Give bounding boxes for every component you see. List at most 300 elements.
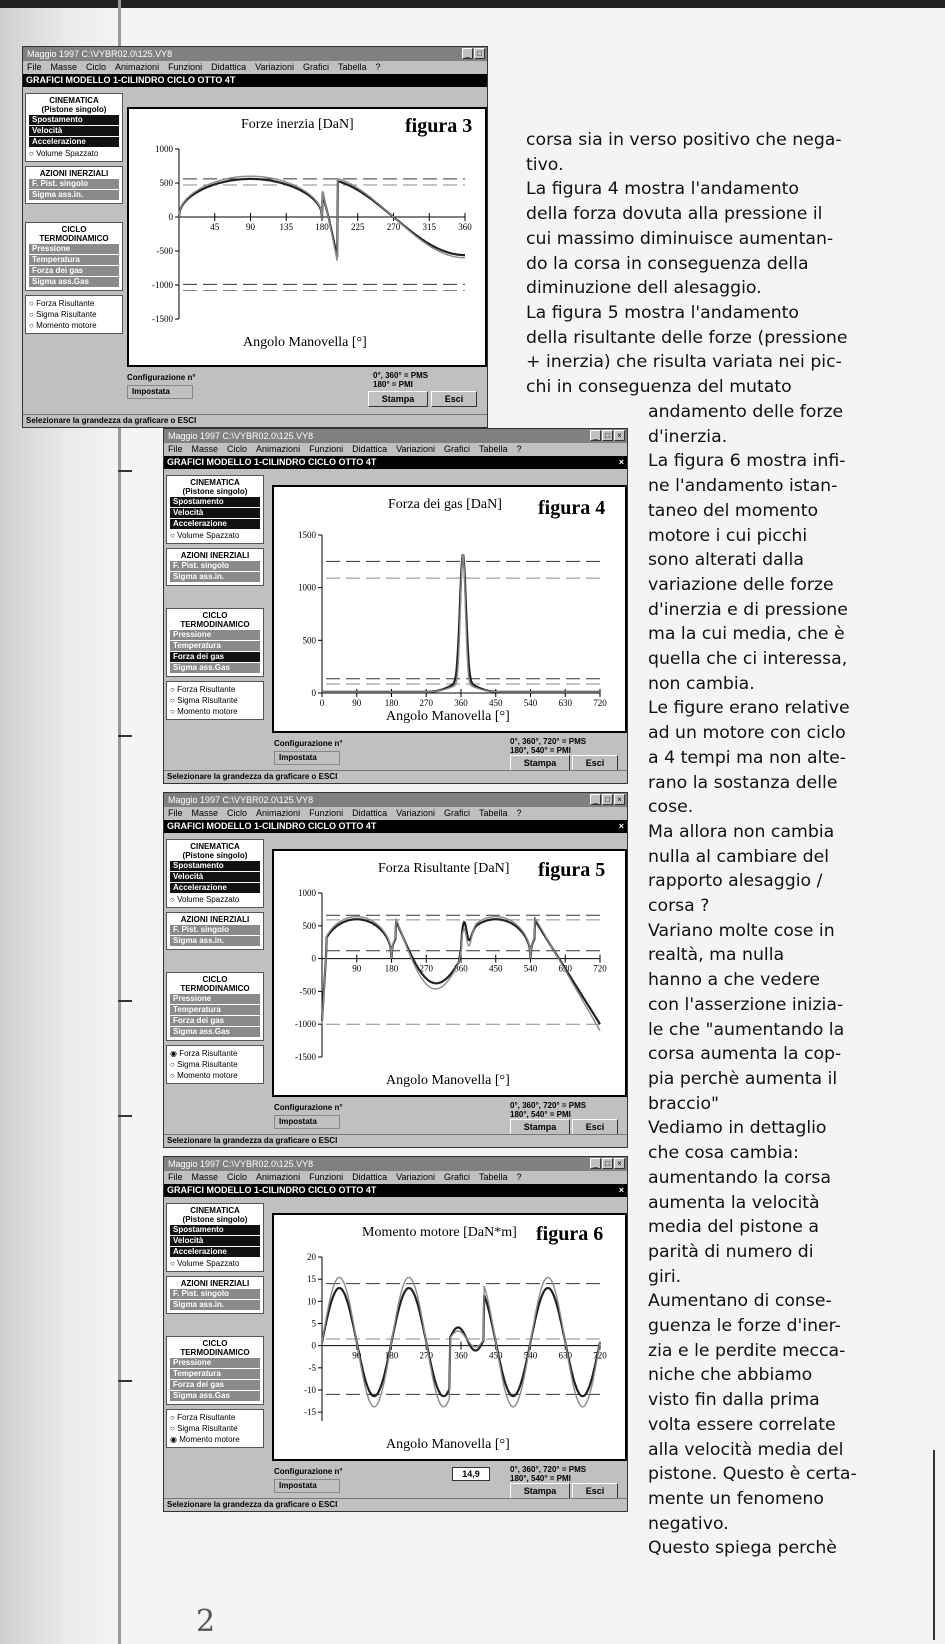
text-line: negativo.	[648, 1513, 729, 1534]
pmi-note: 180°, 540° = PMI	[510, 746, 571, 755]
stampa-button[interactable]: Stampa	[510, 755, 570, 771]
group-termo	[166, 1336, 264, 1405]
x-tick-label: 450	[489, 1350, 503, 1361]
group-cinematica	[25, 93, 123, 162]
radio-label: Volume Spazzato	[177, 895, 240, 904]
chart-area-fig3	[127, 107, 487, 367]
y-tick-label: -1500	[295, 1052, 316, 1062]
option-forza-gas[interactable]: Forza dei gas	[170, 1016, 260, 1026]
text-line: chi in conseguenza del mutato	[526, 377, 792, 398]
option-pressione[interactable]: Pressione	[170, 994, 260, 1004]
group-subtitle: (Pistone singolo)	[182, 487, 248, 496]
radio-momento[interactable]: ○ Momento motore	[170, 1071, 238, 1080]
text-line: do la corsa in conseguenza della	[526, 253, 809, 274]
text-line: braccio"	[648, 1093, 719, 1114]
text-line: tivo.	[526, 154, 564, 175]
y-tick-label: 1500	[298, 530, 316, 540]
figure-label: figura 6	[536, 1223, 604, 1245]
text-line: cui massimo diminuisce aumentan-	[526, 228, 834, 249]
y-tick-label: 5	[311, 1318, 316, 1329]
group-title: AZIONI INERZIALI	[39, 169, 109, 178]
text-line: + inerzia) che risulta variata nei pic-	[526, 352, 842, 373]
pms-note: 0°, 360° = PMS	[373, 371, 429, 380]
app-window-fig5	[163, 792, 628, 1148]
text-line: La figura 6 mostra infi-	[648, 451, 846, 472]
option-accelerazione[interactable]: Accelerazione	[29, 137, 119, 147]
option-fpist[interactable]: F. Pist. singolo	[170, 925, 260, 935]
radio-label: Forza Risultante	[177, 685, 236, 694]
bottom-bar	[270, 1463, 625, 1499]
x-tick-label: 360	[458, 222, 472, 232]
margin-mark	[118, 1380, 132, 1382]
pmi-note: 180° = PMI	[373, 380, 413, 389]
x-tick-label: 90	[352, 698, 362, 708]
radio-volume[interactable]: ○ Volume Spazzato	[170, 895, 240, 904]
option-sigma-gas[interactable]: Sigma ass.Gas	[170, 663, 260, 673]
menu-help[interactable]: ?	[375, 62, 381, 72]
menu-ciclo[interactable]: Ciclo	[227, 808, 248, 818]
menu-bar	[23, 61, 487, 74]
text-line: alla velocità media del	[648, 1439, 844, 1460]
option-spostamento[interactable]: Spostamento	[170, 497, 260, 507]
sidebar	[25, 93, 123, 338]
menu-masse[interactable]: Masse	[191, 444, 219, 454]
header-text: GRAFICI MODELLO 1-CILINDRO CICLO OTTO 4T	[167, 457, 377, 467]
config-label: Configurazione n°	[127, 373, 196, 382]
close-icon[interactable]: ×	[618, 1185, 624, 1195]
menu-didattica[interactable]: Didattica	[352, 1172, 388, 1182]
status-bar: Selezionare la grandezza da graficare o ESCI	[164, 1498, 627, 1511]
close-button[interactable]: ×	[614, 1158, 625, 1169]
option-temperatura[interactable]: Temperatura	[170, 1005, 260, 1015]
title-bar	[23, 47, 487, 61]
option-sigma-gas[interactable]: Sigma ass.Gas	[29, 277, 119, 287]
text-line: Le figure erano relative	[648, 698, 850, 719]
graph-header	[164, 1184, 627, 1197]
app-window-fig4	[163, 428, 628, 784]
minimize-button[interactable]: _	[590, 430, 601, 441]
text-line: giri.	[648, 1266, 682, 1287]
group-title: CICLO	[202, 975, 228, 984]
app-window-fig6	[163, 1156, 628, 1512]
pms-note: 0°, 360°, 720° = PMS	[510, 1101, 587, 1110]
text-line: parità di numero di	[648, 1241, 814, 1262]
text-line: ne l'andamento istan-	[648, 476, 838, 497]
menu-grafici[interactable]: Grafici	[302, 62, 329, 72]
title-bar	[164, 1157, 627, 1171]
menu-bar	[164, 443, 627, 456]
graph-header	[164, 820, 627, 833]
option-fpist[interactable]: F. Pist. singolo	[170, 561, 260, 571]
option-spostamento[interactable]: Spostamento	[29, 115, 119, 125]
menu-didattica[interactable]: Didattica	[211, 62, 247, 72]
pmi-note: 180°, 540° = PMI	[510, 1110, 571, 1119]
radio-label: Forza Risultante	[36, 299, 95, 308]
x-tick-label: 315	[422, 222, 436, 232]
text-line: aumentando la corsa	[648, 1167, 831, 1188]
y-tick-label: 0	[311, 688, 316, 698]
group-title: AZIONI INERZIALI	[180, 1279, 250, 1288]
chart-area-fig6	[272, 1213, 627, 1461]
group-risultante	[166, 1045, 264, 1084]
x-tick-label: 630	[558, 1350, 572, 1361]
option-velocita[interactable]: Velocità	[170, 872, 260, 882]
figure-label: figura 3	[405, 115, 473, 137]
group-title: CINEMATICA	[190, 1206, 240, 1215]
group-risultante	[25, 295, 123, 334]
menu-funzioni[interactable]: Funzioni	[309, 444, 344, 454]
window-title: Maggio 1997 C:\VYBR02.0\125.VY8	[27, 49, 173, 59]
menu-help[interactable]: ?	[516, 808, 522, 818]
text-line: ad un motore con ciclo	[648, 723, 846, 744]
text-line: andamento delle forze	[648, 402, 844, 422]
maximize-button[interactable]: □	[602, 430, 613, 441]
y-tick-label: 1000	[155, 144, 173, 154]
page-number: 2	[196, 1604, 216, 1639]
group-title: CINEMATICA	[49, 96, 99, 105]
option-velocita[interactable]: Velocità	[170, 1236, 260, 1246]
radio-momento[interactable]: ◉ Momento motore	[170, 1435, 240, 1444]
menu-bar	[164, 1171, 627, 1184]
page-top-edge	[0, 0, 945, 8]
y-tick-label: -500	[156, 246, 173, 256]
sidebar	[166, 1203, 264, 1452]
menu-masse[interactable]: Masse	[191, 808, 219, 818]
radio-volume[interactable]: ○ Volume Spazzato	[170, 1259, 240, 1268]
radio-forza-ris[interactable]: ○ Forza Risultante	[170, 685, 236, 694]
maximize-button[interactable]: □	[602, 1158, 613, 1169]
radio-volume[interactable]: ○ Volume Spazzato	[29, 149, 99, 158]
sidebar	[166, 475, 264, 724]
menu-masse[interactable]: Masse	[50, 62, 78, 72]
x-tick-label: 540	[523, 1350, 538, 1361]
group-termo	[166, 972, 264, 1041]
esci-button[interactable]: Esci	[431, 391, 477, 407]
impostata-button[interactable]: Impostata	[127, 385, 193, 399]
margin-mark	[118, 735, 132, 737]
text-line: nulla al cambiare del	[648, 846, 830, 867]
x-tick-label: 270	[419, 698, 433, 708]
option-accelerazione[interactable]: Accelerazione	[170, 883, 260, 893]
radio-forza-ris[interactable]: ○ Forza Risultante	[170, 1413, 236, 1422]
option-sigma-gas[interactable]: Sigma ass.Gas	[170, 1391, 260, 1401]
window-title: Maggio 1997 C:\VYBR02.0\125.VY8	[168, 431, 314, 441]
menu-animazioni[interactable]: Animazioni	[256, 444, 301, 454]
radio-sigma-ris[interactable]: ○ Sigma Risultante	[170, 696, 238, 705]
stampa-button[interactable]: Stampa	[368, 391, 428, 407]
text-line: motore i cui picchi	[648, 525, 808, 546]
status-bar: Selezionare la grandezza da graficare o ESCI	[164, 770, 627, 783]
menu-variazioni[interactable]: Variazioni	[396, 1172, 435, 1182]
text-line: d'inerzia.	[648, 426, 728, 447]
figure-label: figura 4	[538, 497, 606, 519]
impostata-button[interactable]: Impostata	[274, 751, 340, 765]
margin-mark	[118, 1115, 132, 1117]
option-velocita[interactable]: Velocità	[170, 508, 260, 518]
menu-grafici[interactable]: Grafici	[443, 808, 470, 818]
text-line: sono alterati dalla	[648, 550, 804, 571]
x-tick-label: 720	[593, 698, 607, 708]
page-edge-line	[933, 1450, 935, 1640]
close-button[interactable]: ×	[614, 430, 625, 441]
text-line: non cambia.	[648, 673, 755, 694]
x-tick-label: 450	[489, 963, 503, 974]
x-axis-label: Angolo Manovella [°]	[386, 709, 510, 724]
y-tick-label: 1000	[298, 888, 316, 898]
option-temperatura[interactable]: Temperatura	[170, 1369, 260, 1379]
chart-svg	[274, 1215, 625, 1459]
group-risultante	[166, 681, 264, 720]
x-tick-label: 180	[384, 963, 399, 974]
graph-header	[164, 456, 627, 469]
group-subtitle: (Pistone singolo)	[182, 851, 248, 860]
menu-file[interactable]: File	[168, 1172, 183, 1182]
radio-momento[interactable]: ○ Momento motore	[170, 707, 238, 716]
text-line: variazione delle forze	[648, 574, 834, 595]
text-line: le che "aumentando la	[648, 1019, 845, 1040]
x-tick-label: 180	[384, 698, 399, 708]
y-tick-label: 0	[311, 1340, 316, 1351]
menu-masse[interactable]: Masse	[191, 1172, 219, 1182]
group-risultante	[166, 1409, 264, 1448]
x-tick-label: 360	[454, 1350, 468, 1361]
article-text-top	[526, 128, 872, 400]
group-azioni	[166, 912, 264, 950]
option-pressione[interactable]: Pressione	[29, 244, 119, 254]
menu-didattica[interactable]: Didattica	[352, 808, 388, 818]
x-tick-label: 270	[419, 1350, 433, 1361]
text-line: volta essere correlate	[648, 1414, 836, 1435]
group-cinematica	[166, 839, 264, 908]
close-icon[interactable]: ×	[618, 821, 624, 831]
menu-tabella[interactable]: Tabella	[338, 62, 367, 72]
radio-momento[interactable]: ○ Momento motore	[29, 321, 97, 330]
stampa-button[interactable]: Stampa	[510, 1483, 570, 1499]
x-axis-label: Angolo Manovella [°]	[243, 335, 367, 350]
menu-help[interactable]: ?	[516, 1172, 522, 1182]
menu-grafici[interactable]: Grafici	[443, 444, 470, 454]
text-line: d'inerzia e di pressione	[648, 599, 848, 620]
option-pressione[interactable]: Pressione	[170, 630, 260, 640]
status-bar: Selezionare la grandezza da graficare o ESCI	[23, 414, 487, 427]
radio-volume[interactable]: ○ Volume Spazzato	[170, 531, 240, 540]
text-line: rano la sostanza delle	[648, 772, 838, 793]
menu-funzioni[interactable]: Funzioni	[168, 62, 203, 72]
series-line-grey	[322, 556, 600, 692]
chart-svg	[129, 109, 485, 365]
radio-sigma-ris[interactable]: ○ Sigma Risultante	[170, 1424, 238, 1433]
group-title: AZIONI INERZIALI	[180, 551, 250, 560]
pms-note: 0°, 360°, 720° = PMS	[510, 1465, 587, 1474]
chart-title: Momento motore [DaN*m]	[362, 1225, 517, 1240]
y-tick-label: -1000	[295, 1019, 316, 1030]
menu-ciclo[interactable]: Ciclo	[227, 1172, 248, 1182]
option-temperatura[interactable]: Temperatura	[29, 255, 119, 265]
stampa-button[interactable]: Stampa	[510, 1119, 570, 1135]
menu-ciclo[interactable]: Ciclo	[86, 62, 107, 72]
chart-title: Forze inerzia [DaN]	[241, 117, 354, 132]
group-subtitle: TERMODINAMICO	[180, 984, 250, 993]
maximize-button[interactable]: □	[602, 794, 613, 805]
figure-label: figura 5	[538, 859, 606, 881]
text-line: Variano molte cose in	[648, 920, 835, 941]
menu-grafici[interactable]: Grafici	[443, 1172, 470, 1182]
group-subtitle: TERMODINAMICO	[39, 234, 109, 243]
close-button[interactable]: ×	[614, 794, 625, 805]
radio-label: Momento motore	[177, 1071, 238, 1080]
menu-tabella[interactable]: Tabella	[479, 1172, 508, 1182]
config-label: Configurazione n°	[274, 1103, 343, 1112]
group-subtitle: (Pistone singolo)	[182, 1215, 248, 1224]
text-line: taneo del momento	[648, 500, 819, 521]
window-title: Maggio 1997 C:\VYBR02.0\125.VY8	[168, 795, 314, 805]
sidebar	[166, 839, 264, 1088]
config-label: Configurazione n°	[274, 1467, 343, 1476]
y-tick-label: 500	[302, 920, 316, 931]
radio-label: Forza Risultante	[179, 1049, 238, 1058]
x-tick-label: 720	[593, 1350, 607, 1361]
bottom-bar	[270, 1099, 625, 1135]
option-forza-gas[interactable]: Forza dei gas	[170, 1380, 260, 1390]
text-line: a 4 tempi ma non alte-	[648, 747, 847, 768]
text-line: La figura 4 mostra l'andamento	[526, 179, 799, 200]
y-tick-label: 20	[307, 1252, 316, 1262]
text-line: corsa aumenta la cop-	[648, 1044, 842, 1065]
option-forza-gas[interactable]: Forza dei gas	[170, 652, 260, 662]
text-line: guenza le forze d'iner-	[648, 1316, 841, 1337]
group-azioni	[25, 166, 123, 204]
x-tick-label: 225	[351, 222, 365, 232]
radio-label: Volume Spazzato	[177, 1259, 240, 1268]
y-tick-label: -10	[304, 1384, 316, 1395]
menu-ciclo[interactable]: Ciclo	[227, 444, 248, 454]
option-forza-gas[interactable]: Forza dei gas	[29, 266, 119, 276]
y-tick-label: 0	[168, 212, 173, 222]
menu-didattica[interactable]: Didattica	[352, 444, 388, 454]
x-tick-label: 360	[454, 698, 468, 708]
margin-mark	[118, 470, 132, 472]
radio-label: Momento motore	[177, 707, 238, 716]
text-line: rapporto alesaggio /	[648, 871, 823, 892]
menu-variazioni[interactable]: Variazioni	[396, 444, 435, 454]
value-field[interactable]: 14,9	[452, 1467, 490, 1481]
radio-sigma-ris[interactable]: ○ Sigma Risultante	[29, 310, 97, 319]
group-title: CINEMATICA	[190, 842, 240, 851]
menu-variazioni[interactable]: Variazioni	[396, 808, 435, 818]
minimize-button[interactable]: _	[462, 48, 473, 59]
group-azioni	[166, 1276, 264, 1314]
option-pressione[interactable]: Pressione	[170, 1358, 260, 1368]
radio-label: Sigma Risultante	[36, 310, 97, 319]
text-line: La figura 5 mostra l'andamento	[526, 302, 799, 323]
text-line: media del pistone a	[648, 1217, 820, 1238]
group-title: AZIONI INERZIALI	[180, 915, 250, 924]
menu-file[interactable]: File	[168, 444, 183, 454]
esci-button[interactable]: Esci	[572, 1119, 618, 1135]
pmi-note: 180°, 540° = PMI	[510, 1474, 571, 1483]
text-line: mente un fenomeno	[648, 1488, 824, 1509]
y-tick-label: 1000	[298, 582, 316, 593]
minimize-button[interactable]: _	[590, 1158, 601, 1169]
option-accelerazione[interactable]: Accelerazione	[170, 1247, 260, 1257]
menu-tabella[interactable]: Tabella	[479, 444, 508, 454]
menu-tabella[interactable]: Tabella	[479, 808, 508, 818]
x-tick-label: 180	[315, 222, 329, 232]
option-velocita[interactable]: Velocità	[29, 126, 119, 136]
option-sigma-in[interactable]: Sigma ass.in.	[170, 572, 260, 582]
radio-forza-ris[interactable]: ◉ Forza Risultante	[170, 1049, 238, 1058]
menu-variazioni[interactable]: Variazioni	[255, 62, 294, 72]
option-temperatura[interactable]: Temperatura	[170, 641, 260, 651]
option-spostamento[interactable]: Spostamento	[170, 861, 260, 871]
menu-file[interactable]: File	[27, 62, 42, 72]
option-sigma-gas[interactable]: Sigma ass.Gas	[170, 1027, 260, 1037]
menu-bar	[164, 807, 627, 820]
status-bar: Selezionare la grandezza da graficare o ESCI	[164, 1134, 627, 1147]
esci-button[interactable]: Esci	[572, 1483, 618, 1499]
option-sigma-in[interactable]: Sigma ass.in.	[29, 190, 119, 200]
menu-file[interactable]: File	[168, 808, 183, 818]
x-tick-label: 450	[489, 698, 503, 708]
text-line: hanno a che vedere	[648, 970, 820, 991]
text-line: aumenta la velocità	[648, 1192, 820, 1213]
x-tick-label: 270	[419, 963, 433, 974]
maximize-button[interactable]: □	[474, 48, 485, 59]
text-line: Ma allora non cambia	[648, 821, 835, 842]
impostata-button[interactable]: Impostata	[274, 1479, 340, 1493]
radio-label: Volume Spazzato	[177, 531, 240, 540]
y-tick-label: 500	[159, 178, 173, 188]
chart-title: Forza dei gas [DaN]	[388, 497, 502, 512]
option-sigma-in[interactable]: Sigma ass.in.	[170, 1300, 260, 1310]
impostata-button[interactable]: Impostata	[274, 1115, 340, 1129]
close-icon[interactable]: ×	[618, 457, 624, 467]
radio-label: Volume Spazzato	[36, 149, 99, 158]
option-fpist[interactable]: F. Pist. singolo	[29, 179, 119, 189]
esci-button[interactable]: Esci	[572, 755, 618, 771]
x-tick-label: 135	[279, 222, 293, 232]
radio-forza-ris[interactable]: ○ Forza Risultante	[29, 299, 95, 308]
x-tick-label: 0	[319, 698, 325, 708]
menu-animazioni[interactable]: Animazioni	[115, 62, 160, 72]
text-line: corsa sia in verso positivo che nega-	[526, 130, 842, 150]
group-subtitle: TERMODINAMICO	[180, 1348, 250, 1357]
y-tick-label: 10	[307, 1296, 316, 1307]
text-line: diminuzione dell alesaggio.	[526, 278, 762, 299]
menu-funzioni[interactable]: Funzioni	[309, 808, 344, 818]
group-termo	[25, 222, 123, 291]
chart-svg	[274, 487, 625, 731]
menu-animazioni[interactable]: Animazioni	[256, 1172, 301, 1182]
option-sigma-in[interactable]: Sigma ass.in.	[170, 936, 260, 946]
article-text-side	[648, 400, 872, 1561]
menu-funzioni[interactable]: Funzioni	[309, 1172, 344, 1182]
menu-help[interactable]: ?	[516, 444, 522, 454]
x-tick-label: 720	[593, 963, 607, 974]
title-bar	[164, 429, 627, 443]
y-tick-label: -1500	[152, 314, 173, 324]
option-accelerazione[interactable]: Accelerazione	[170, 519, 260, 529]
minimize-button[interactable]: _	[590, 794, 601, 805]
option-fpist[interactable]: F. Pist. singolo	[170, 1289, 260, 1299]
radio-sigma-ris[interactable]: ○ Sigma Risultante	[170, 1060, 238, 1069]
option-spostamento[interactable]: Spostamento	[170, 1225, 260, 1235]
y-tick-label: -500	[299, 986, 316, 997]
menu-animazioni[interactable]: Animazioni	[256, 808, 301, 818]
x-tick-label: 45	[210, 222, 220, 232]
pms-note: 0°, 360°, 720° = PMS	[510, 737, 587, 746]
x-axis-label: Angolo Manovella [°]	[386, 1437, 510, 1452]
